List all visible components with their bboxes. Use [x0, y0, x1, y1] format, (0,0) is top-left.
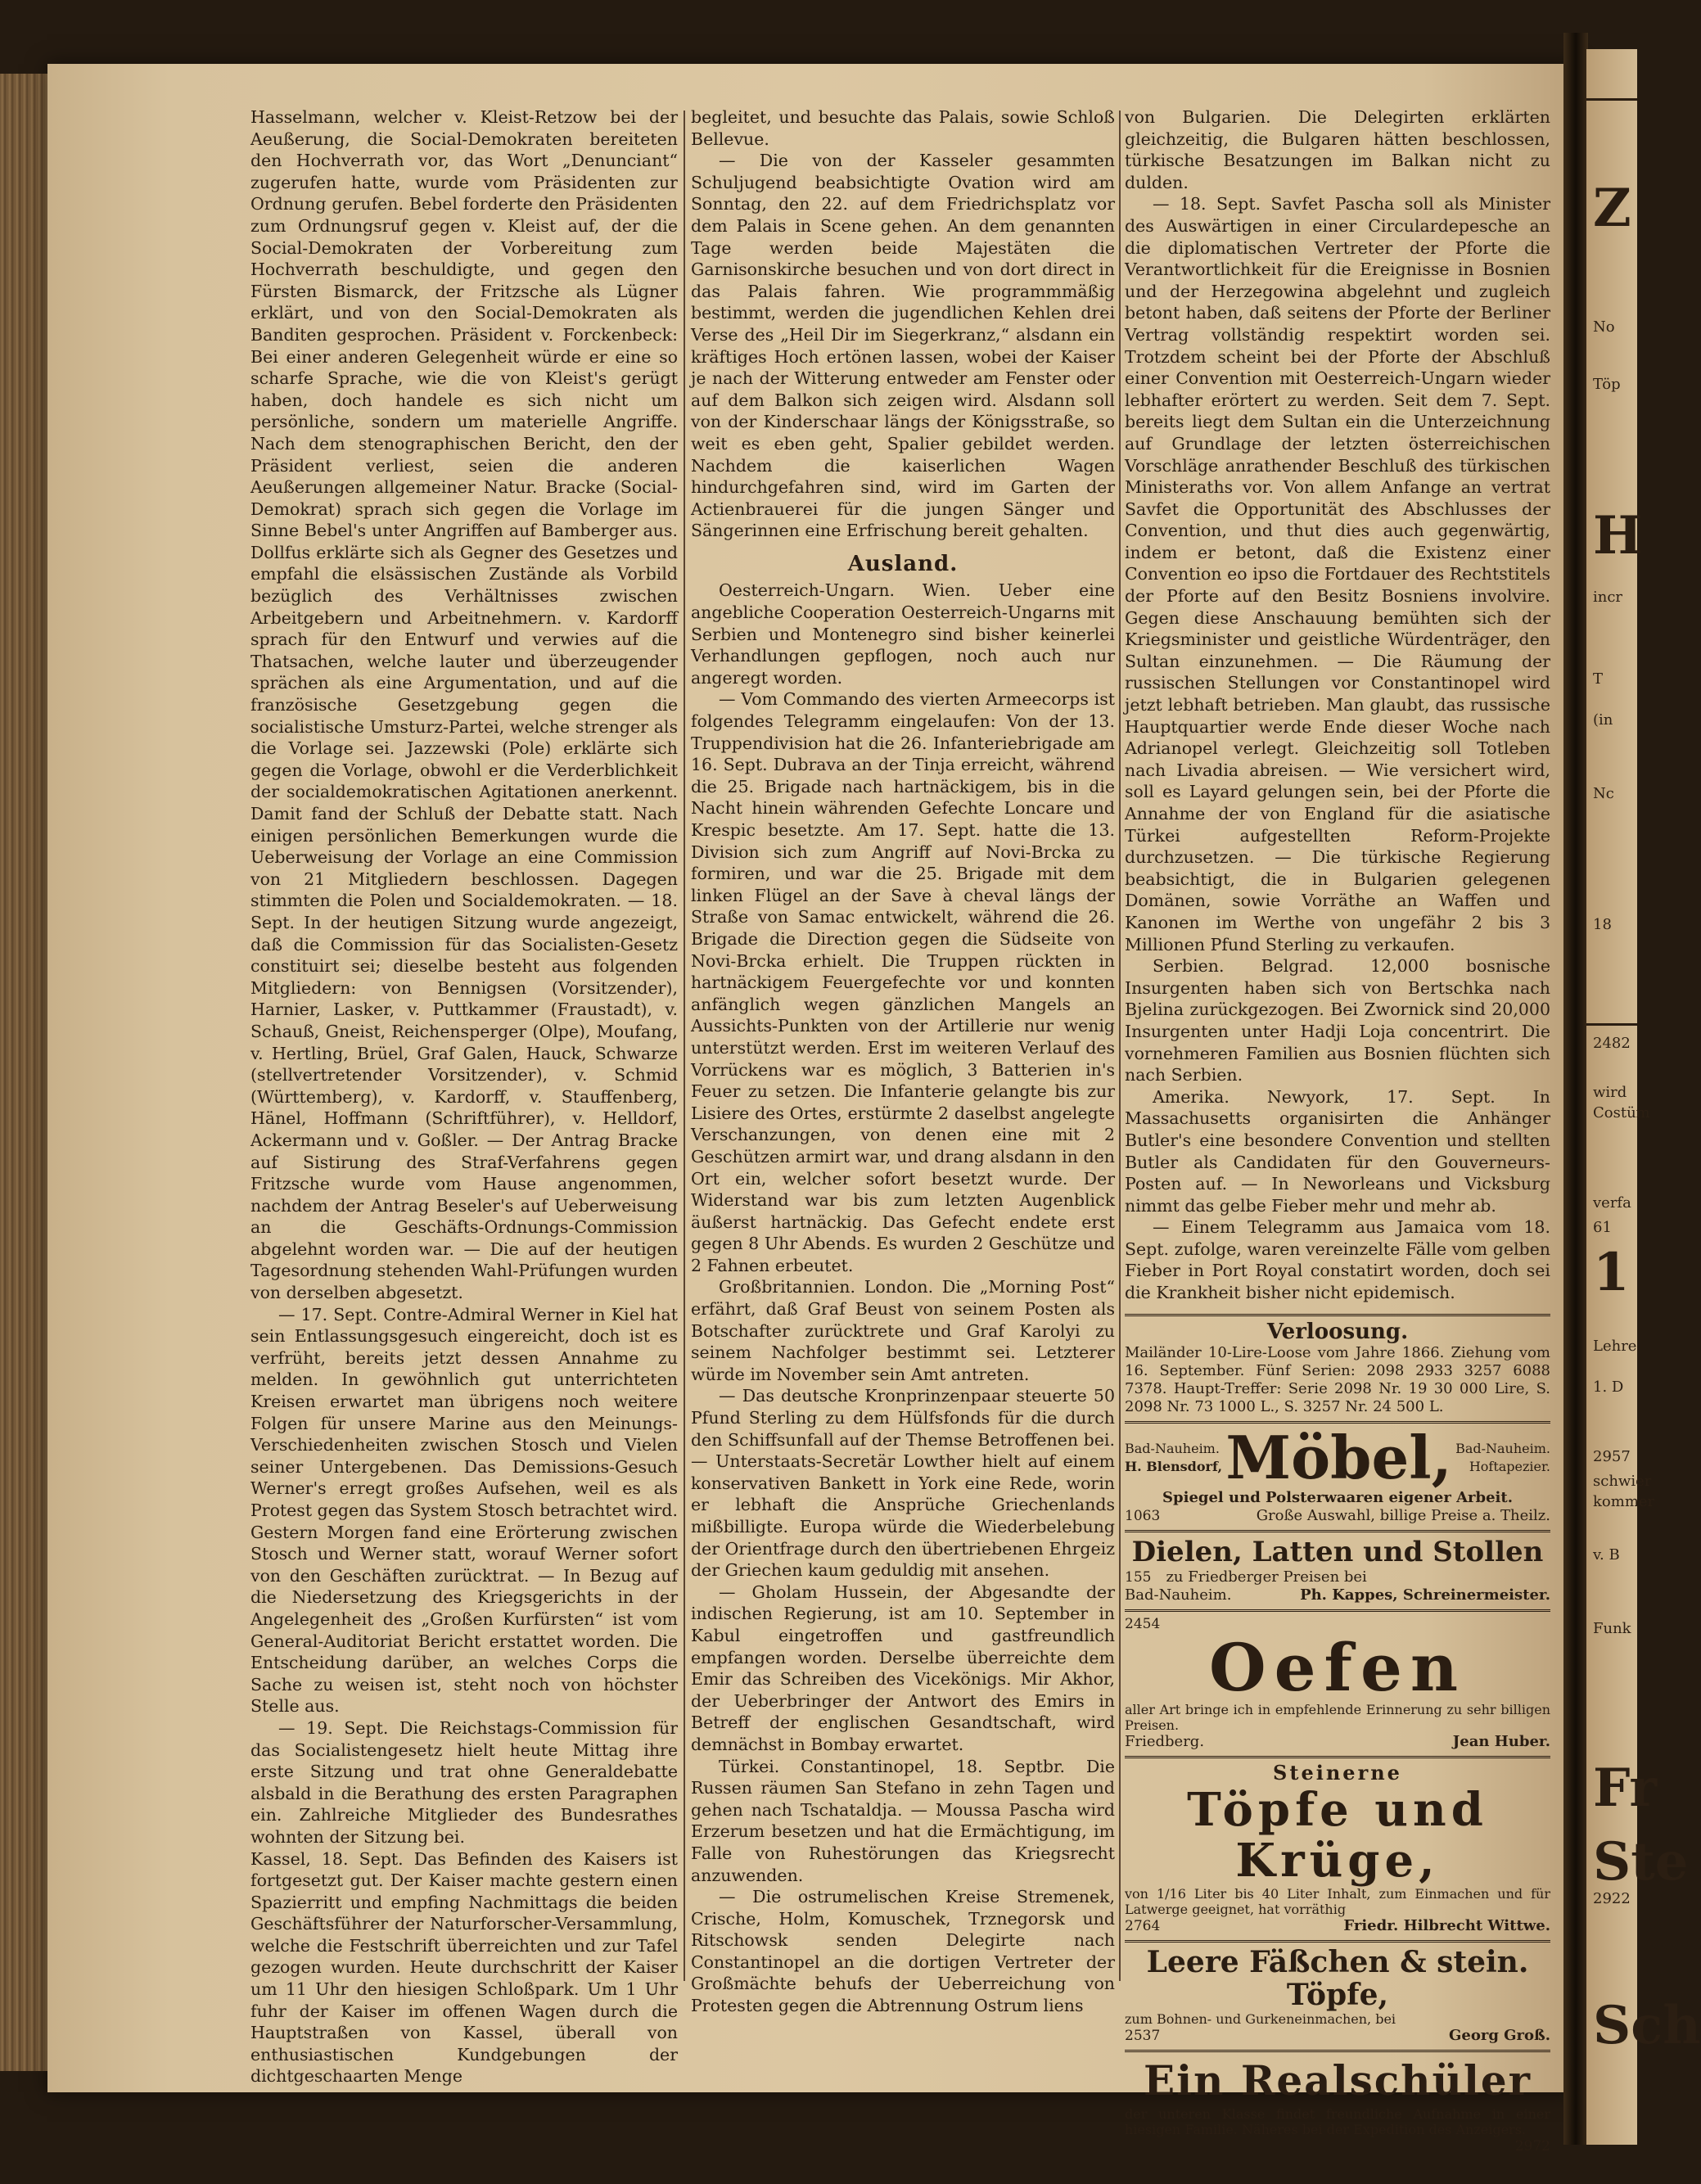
- article-paragraph: von Bulgarien. Die Delegirten erklärten gleichzeitig, die Bulgaren hätten beschlossen, türkische Besatzungen im Balkan nicht zu dulden.: [1125, 107, 1550, 192]
- next-page-fragment: 61: [1593, 1219, 1612, 1236]
- ad-number: 155: [1125, 1568, 1152, 1586]
- ad-title: Ein Realschüler: [1143, 2055, 1532, 2105]
- ad-pretitle: Steinerne: [1273, 1760, 1402, 1785]
- ad-number: 2764: [1125, 1917, 1161, 1934]
- next-page-fragment: 2482: [1593, 1035, 1631, 1052]
- article-paragraph: — 19. Sept. Die Reichstags-Commission für das Socialistengesetz hielt heute Mittag ihre erste Sitzung und trat ohne Generaldebatte alsbald in die Berathung des ersten Paragraphen ein. Zahlreiche Mitglieder des Bundesrathes wohnten der Sitzung bei.: [250, 1717, 678, 1847]
- ad-seller: Friedr. Hilbrecht Wittwe.: [1343, 1916, 1550, 1934]
- ad-toepfe: [1125, 1756, 1550, 1940]
- ad-place: Bad-Nauheim.: [1125, 1586, 1232, 1604]
- ad-seller: Jean Huber.: [1452, 1732, 1550, 1750]
- article-paragraph: Kassel, 18. Sept. Das Befinden des Kaisers ist fortgesetzt gut. Der Kaiser machte gestern einen Spazierritt und empfing Nachmittags die beiden Geschäftsführer der Naturforscher-Versammlung, welche die Festschrift überreichten und zur Tafel gezogen wurden. Heute durchschritt der Kaiser um 11 Uhr den hiesigen Schloßpark. Um 1 Uhr fuhr der Kaiser im offenen Wagen durch die Hauptstraßen von Kassel, überall von enthusiastischen Kundgebungen der dichtgeschaarten Menge: [250, 1848, 678, 2087]
- section-heading: Ausland.: [847, 551, 959, 576]
- next-page-fragment: wird: [1593, 1084, 1627, 1101]
- ad-title: Leere Fäßchen & stein. Töpfe,: [1146, 1944, 1529, 2012]
- article-paragraph: — Gholam Hussein, der Abgesandte der indischen Regierung, ist am 10. September in Kabul eingetroffen und gastfreundlich empfangen worden. Derselbe überreichte dem Emir das Schreiben des Vicekönigs. Mir Akhor, der Ueberbringer der Antwort des Emirs in Betreff der englischen Gesandtschaft, wird demnächst in Bombay erwartet.: [691, 1582, 1115, 1754]
- column-rule: [684, 111, 685, 1981]
- next-page-fragment: Töp: [1593, 376, 1621, 393]
- article-paragraph: — Die von der Kasseler gesammten Schuljugend beabsichtigte Ovation wird am Sonntag, den 22. auf dem Friedrichsplatz vor dem Palais in Scene gehen. An dem genannten Tage werden beide Majestäten die Garnisonskirche besuchen und von dort direct in das Palais fahren. Wie programmmäßig bestimmt, werden die jugendlichen Kehlen drei Verse des „Heil Dir im Siegerkranz,“ alsdann ein kräftiges Hoch ertönen lassen, wobei der Kaiser je nach der Witterung entweder am Fenster oder auf dem Balkon sich zeigen wird. Alsdann soll von der Kinderschaar längs der Königsstraße, so weit es eben geht, Spalier gebildet werden. Nachdem die kaiserlichen Wagen hindurchgefahren sind, wird im Garten der Actienbrauerei für die jungen Sänger und Sängerinnen eine Erfrischung bereit gehalten.: [691, 151, 1115, 541]
- next-page-fragment: Z: [1593, 178, 1631, 239]
- ad-number: 2454: [1125, 1615, 1161, 1632]
- ad-text: aller Art bringe ich in empfehlende Erinnerung zu sehr billigen Preisen.: [1125, 1701, 1550, 1733]
- next-page-fragment: 18: [1593, 916, 1612, 933]
- ad-title: Möbel,: [1225, 1422, 1452, 1492]
- next-page-fragment: 1. D: [1593, 1379, 1624, 1396]
- article-paragraph: Hasselmann, welcher v. Kleist-Retzow bei der Aeußerung, die Social-Demokraten bereiteten den Hochverrath vor, das Wort „Denunciant“ zugerufen hatte, wurde vom Präsidenten zur Ordnung gerufen. Bebel forderte den Präsidenten zum Ordnungsruf gegen v. Kleist auf, der die Social-Demokraten der Vorbereitung zum Hochverrath beschuldigte, und gegen den Fürsten Bismarck, der Fritzsche als Lügner erklärt, und von den Social-Demokraten als Banditen gesprochen. Präsident v. Forckenbeck: Bei einer anderen Gelegenheit würde er eine so scharfe Sprache, wie die von Kleist's gerügt haben, doch handele es sich nicht um persönliche, sondern um materielle Angriffe. Nach dem stenographischen Bericht, den der Präsident verliest, seien die anderen Aeußerungen allgemeiner Natur. Bracke (Social-Demokrat) sprach sich gegen die Vorlage im Sinne Bebel's unter Angriffen auf Bamberger aus. Dollfus erklärte sich als Gegner des Gesetzes und empfahl die elsässischen Zustände als Vorbild bezüglich des Verhältnisses zwischen Arbeitgebern und Arbeitnehmern. v. Kardorff sprach für den Entwurf und verwies auf die Thatsachen, welche lauter und überzeugender sprächen als eine Argumentation, und auf die französische Gesetzgebung gegen die socialistische Umsturz-Partei, welche strenger als die Vorlage sei. Jazzewski (Pole) erklärte sich gegen die Vorlage, obwohl er die Verderblichkeit der socialdemokratischen Agitationen anerkennt. Damit fand der Schluß der Debatte statt. Nach einigen persönlichen Bemerkungen wurde die Ueberweisung der Vorlage an eine Commission von 21 Mitgliedern beschlossen. Dagegen stimmten die Polen und Socialdemokraten. — 18. Sept. In der heutigen Sitzung wurde angezeigt, daß die Commission für das Socialisten-Gesetz constituirt sei; dieselbe besteht aus folgenden Mitgliedern: von Bennigsen (Vorsitzender), Harnier, Lasker, v. Puttkammer (Fraustadt), v. Schauß, Gneist, Reichensperger (Olpe), Moufang, v. Hertling, Brüel, Graf Galen, Hauck, Schwarze (stellvertretender Vorsitzender), v. Schmid (Württemberg), v. Kardorff, v. Stauffenberg, Hänel, Hoffmann (Schriftführer), v. Helldorf, Ackermann und v. Goßler. — Der Antrag Bracke auf Sistirung des Straf-Verfahrens gegen Fritzsche wurde vom Hause angenommen, nachdem der Antrag Beseler's auf Ueberweisung an die Geschäfts-Ordnungs-Commission abgelehnt worden war. — Die auf der heutigen Tagesordnung stehenden Wahl-Prüfungen wurden von derselben abgesetzt.: [250, 107, 678, 1303]
- ad-place: Bad-Nauheim.: [1455, 1440, 1550, 1456]
- ad-title: Verloosung.: [1266, 1319, 1409, 1344]
- ad-title: Dielen, Latten und Stollen: [1131, 1535, 1544, 1568]
- ad-subtitle: Hoftapezier.: [1469, 1458, 1550, 1474]
- ad-place: Friedberg.: [1125, 1732, 1205, 1750]
- article-paragraph: Türkei. Constantinopel, 18. Septbr. Die Russen räumen San Stefano in zehn Tagen und gehen nach Tschataldja. — Moussa Pascha wird Erzerum besetzen und hat die Ermächtigung, im Falle von Ruhestörungen das Kriegsrecht anzuwenden.: [691, 1756, 1115, 1885]
- next-page-fragment: Funk: [1593, 1620, 1631, 1637]
- advertisements: [1125, 1314, 1550, 2160]
- next-page-fragment: No: [1593, 318, 1615, 336]
- next-page-fragment: verfa: [1593, 1194, 1631, 1212]
- ad-seller: Ph. Kappes, Schreinermeister.: [1300, 1586, 1550, 1604]
- ad-text: Mailänder 10-Lire-Loose vom Jahre 1866. Ziehung vom 16. September. Fünf Serien: 2098 2933 3257 6088 7378. Haupt-Treffer: Serie 2098 Nr. 19 30 000 Lire, S. 2098 Nr. 73 1000 L., S. 3257 Nr. 24 500 L.: [1125, 1343, 1550, 1415]
- ad-number: 2537: [1125, 2027, 1161, 2044]
- ad-text: Spiegel und Polsterwaaren eigener Arbeit.: [1162, 1488, 1513, 1506]
- ad-realschueler: [1125, 2050, 1550, 2160]
- next-page-fragment: 1: [1593, 1242, 1630, 1303]
- ad-place: Bad-Nauheim.: [1125, 1440, 1220, 1456]
- next-page-fragment: Sch: [1593, 1995, 1701, 2056]
- ad-seller: Georg Groß.: [1449, 2026, 1550, 2044]
- article-paragraph: Amerika. Newyork, 17. Sept. In Massachusetts organisirten die Anhänger Butler's eine besondere Convention und stellten Butler als Candidaten für den Gouverneurs-Posten auf. — In Neworleans und Vicksburg nimmt das gelbe Fieber mehr und mehr ab.: [1125, 1086, 1550, 1216]
- ad-number: 2972: [1514, 2137, 1550, 2155]
- article-paragraph: — 17. Sept. Contre-Admiral Werner in Kiel hat sein Entlassungsgesuch eingereicht, doch ist es verfrüht, bereits jetzt dessen Annahme zu melden. In gewöhnlich gut unterrichteten Kreisen erwartet man übrigens noch weitere Folgen für unsere Marine aus den Meinungs-Verschiedenheiten zwischen Stosch und Vielen seiner Untergebenen. Das Demissions-Gesuch Werner's erregt großes Aufsehen, weil es als Protest gegen das System Stosch betrachtet wird. Gestern Morgen fand eine Erörterung zwischen Stosch und Werner statt, worauf Werner sofort von den Geschäften zurücktrat. — In Bezug auf die Niedersetzung des Kriegsgerichts in der Angelegenheit des „Großen Kurfürsten“ ist vom General-Auditoriat Bericht erstattet worden. Die Entscheidung darüber, an welches Corps die Sache zu weisen ist, steht noch von höchster Stelle aus.: [250, 1304, 678, 1717]
- next-page-fragment: schwier: [1593, 1473, 1652, 1490]
- article-paragraph: — Vom Commando des vierten Armeecorps ist folgendes Telegramm eingelaufen: Von der 13. Truppendivision hat die 26. Infanteriebrigade am 16. Sept. Dubrava an der Tinja erreicht, während die 25. Brigade nach hartnäckigem, bis in die Nacht hinein währenden Gefechte Loncare und Krespic besetzte. Am 17. Sept. hatte die 13. Division sich zum Angriff auf Novi-Brcka zu formiren, und war die 25. Brigade mit dem linken Flügel an der Save à cheval längs der Straße von Samac entwickelt, während die 26. Brigade die Direction gegen die Südseite von Novi-Brcka erhielt. Die Truppen rückten in hartnäckigem Feuergefechte vor und konnten anfänglich wegen gänzlichen Mangels an Aussichts-Punkten von der Artillerie nur wenig unterstützt werden. Erst im weiteren Verlauf des Vorrückens war es möglich, 3 Batterien in's Feuer zu setzen. Die Infanterie gelangte bis zur Lisiere des Ortes, erstürmte 2 daselbst angelegte Verschanzungen, von denen eine mit 2 Geschützen armirt war, und drang alsdann in den Ort ein, welcher sofort besetzt wurde. Der Widerstand war bis zum letzten Augenblick äußerst hartnäckig. Das Gefecht endete erst gegen 8 Uhr Abends. Es wurden 2 Geschütze und 2 Fahnen erbeutet.: [691, 689, 1115, 1275]
- ad-title: Oefen: [1208, 1628, 1467, 1706]
- book-gutter: [1563, 33, 1588, 2145]
- column-middle: [691, 106, 1115, 2017]
- adjacent-page-strip: [1586, 49, 1701, 2145]
- ad-faesschen: [1125, 1940, 1550, 2050]
- next-page-fragment: incr: [1593, 589, 1623, 606]
- article-paragraph: Großbritannien. London. Die „Morning Post“ erfährt, daß Graf Beust von seinem Posten als Botschafter zurücktrete und Graf Karolyi zu seinem Nachfolger bestimmt sei. Letzterer würde im November sein Amt antreten.: [691, 1277, 1115, 1384]
- next-page-fragment: Costüm: [1593, 1104, 1650, 1121]
- ad-seller: H. Blensdorf,: [1125, 1458, 1223, 1474]
- ad-oefen: [1125, 1609, 1550, 1756]
- column-right: [1125, 106, 1550, 2160]
- book-edge: [0, 74, 52, 2071]
- article-paragraph: — Die ostrumelischen Kreise Stremenek, Crische, Holm, Komuschek, Trznegorsk und Ritschowsk senden Delegirte nach Constantinopel an die dortigen Vertreter der Großmächte behufs der Ueberreichung von Protesten gegen die Abtrennung Ostrum liens: [691, 1887, 1115, 2016]
- next-page-fragment: Ste: [1593, 1831, 1689, 1893]
- ad-text: zum Bohnen- und Gurkeneinmachen, bei: [1125, 2010, 1396, 2027]
- ad-title: Töpfe und Krüge,: [1187, 1782, 1488, 1888]
- article-paragraph: — Einem Telegramm aus Jamaica vom 18. Sept. zufolge, waren vereinzelte Fälle vom gelben Fieber in Port Royal constatirt worden, doch sei die Krankheit bisher nicht epidemisch.: [1125, 1217, 1550, 1303]
- article-paragraph: — 18. Sept. Savfet Pascha soll als Minister des Auswärtigen in einer Circulardepesche an die diplomatischen Vertreter der Pforte die Verantwortlichkeit für die Ereignisse in Bosnien und der Herzegowina abgelehnt und zugleich betont haben, daß seitens der Pforte der Berliner Vertrag vollständig respektirt worden sei. Trotzdem scheint bei der Pforte der Abschluß einer Convention mit Oesterreich-Ungarn wieder lebhafter erörtert zu werden. Seit dem 7. Sept. bereits liegt dem Sultan ein die Unterzeichnung auf Grundlage der letzten österreichischen Vorschläge anrathender Beschluß des türkischen Ministeraths vor. Von allem Anfange an vertrat Savfet die Opportunität des Abschlusses der Convention, und thut dies auch gegenwärtig, indem er betont, daß die Existenz einer Convention eo ipso die Fortdauer des Rechtstitels der Pforte auf den Besitz Bosniens involvire. Gegen diese Anschauung bemühten sich der Kriegsminister und geistliche Würdenträger, den Sultan einzunehmen. — Die Räumung der russischen Stellungen vor Constantinopel wird jetzt lebhaft betrieben. Man glaubt, das russische Hauptquartier werde Ende dieser Woche nach Adrianopel verlegt. Gleichzeitig soll Totleben nach Livadia abreisen. — Wie versichert wird, soll es Layard gelungen sein, bei der Pforte die Annahme der von England für die asiatische Türkei aufgestellten Reform-Projekte durchzusetzen. — Die türkische Regierung beabsichtigt, die in Bulgarien gelegenen Domänen, sowie Vorräthe an Waffen und Kanonen im Werthe von ungefähr 2 bis 3 Millionen Pfund Sterling zu verkaufen.: [1125, 194, 1550, 954]
- article-paragraph: — Das deutsche Kronprinzenpaar steuerte 50 Pfund Sterling zu dem Hülfsfonds für die durch den Schiffsunfall auf der Themse Betroffenen bei. — Unterstaats-Secretär Lowther hielt auf einem konservativen Bankett in York eine Rede, worin er lebhaft die Ansprüche Griechenlands mißbilligte. Europa würde die Wiederbelebung der Orientfrage durch den übertriebenen Ehrgeiz der Griechen kaum geduldig mit ansehen.: [691, 1386, 1115, 1581]
- next-page-fragment: (in: [1593, 711, 1613, 729]
- article-paragraph: begleitet, und besuchte das Palais, sowie Schloß Bellevue.: [691, 107, 1115, 149]
- ad-dielen: [1125, 1530, 1550, 1609]
- ad-text: der unteren Klasse findet freundliche Aufnahme in einer hiesigen Familie. Näheres bei der Expedition des Anzeigers.: [1125, 2105, 1550, 2137]
- ad-text: von 1/16 Liter bis 40 Liter Inhalt, zum Einmachen und für Latwerge geeignet, hat vorräthig: [1125, 1885, 1550, 1917]
- ad-text: Große Auswahl, billige Preise a. Theilz.: [1256, 1506, 1550, 1524]
- next-page-fragment: Lehre: [1593, 1338, 1637, 1355]
- next-page-fragment: kommer: [1593, 1493, 1655, 1510]
- next-page-fragment: T: [1593, 670, 1604, 688]
- next-page-fragment: Nc: [1593, 785, 1614, 802]
- ad-number: 1063: [1125, 1507, 1161, 1524]
- article-paragraph: Serbien. Belgrad. 12,000 bosnische Insurgenten haben sich von Bertschka nach Bjelina zurückgezogen. Bei Zwornick sind 20,000 Insurgenten unter Hadji Loja concentrirt. Die vornehmeren Familien aus Bosnien flüchten sich nach Serbien.: [1125, 956, 1550, 1085]
- ad-moebel: [1125, 1421, 1550, 1530]
- column-rule: [1119, 111, 1121, 1981]
- next-page-fragment: 2922: [1593, 1890, 1631, 1907]
- ad-text: zu Friedberger Preisen bei: [1166, 1568, 1367, 1586]
- next-page-fragment: Fr: [1593, 1758, 1658, 1819]
- next-page-fragment: 2957: [1593, 1448, 1631, 1465]
- ad-verloosung: [1125, 1314, 1550, 1421]
- article-paragraph: Oesterreich-Ungarn. Wien. Ueber eine angebliche Cooperation Oesterreich-Ungarns mit Serbien und Montenegro sind bisher keinerlei Verhandlungen gepflogen, noch auch nur angeregt worden.: [691, 580, 1115, 688]
- next-page-fragment: v. B: [1593, 1546, 1620, 1564]
- next-page-fragment: H: [1593, 505, 1643, 566]
- column-left: [250, 106, 678, 2087]
